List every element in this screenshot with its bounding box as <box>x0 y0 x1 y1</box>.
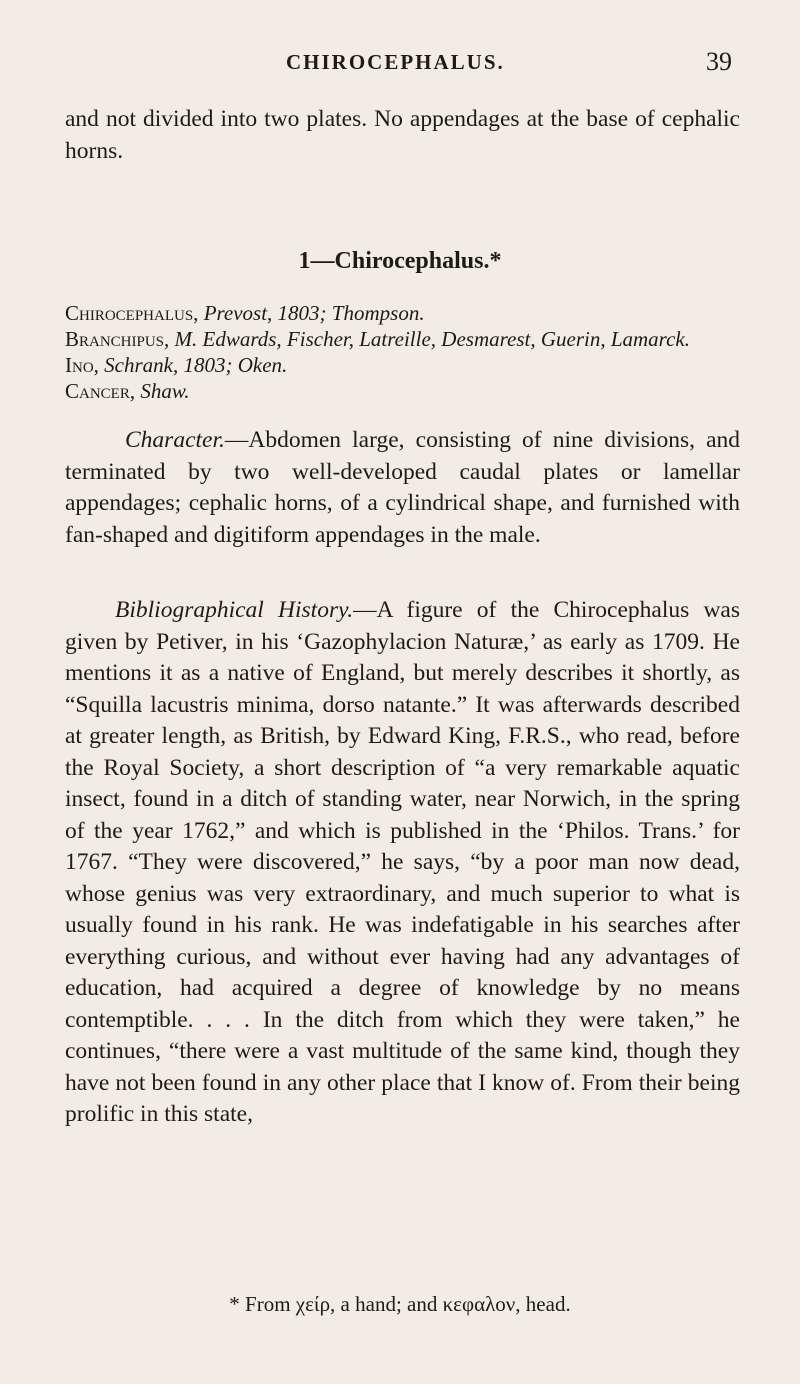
synonym-authors: Schrank, 1803; Oken. <box>104 353 288 377</box>
running-head <box>0 47 800 80</box>
character-paragraph <box>65 425 740 551</box>
synonym-authors: M. Edwards, Fischer, Latreille, Desmarest, Guerin, Lamarck. <box>174 327 690 351</box>
synonym-genus: Ino, <box>65 353 99 377</box>
paragraph-continued: and not divided into two plates. No appendages at the base of cephalic horns. <box>65 106 740 164</box>
page-number: 39 <box>706 47 732 76</box>
synonym-entry <box>65 352 755 378</box>
synonym-entry <box>65 378 755 404</box>
footnote: * From χείρ, a hand; and κεφαλον, head. <box>229 1292 571 1316</box>
section-heading: 1—Chirocephalus.* <box>298 248 502 274</box>
history-text: —A figure of the Chirocephalus was given by Petiver, in his ‘Gazophylacion Naturæ,’ as early as 1709. He mentions it as a native of England, but merely describes it shortly, as “Squilla lacustris minima, dorso natante.” It was afterwards described at greater length, as British, by Edward King, F.R.S., who read, before the Royal Society, a short description of “a very remarkable aquatic insect, found in a ditch of standing water, near Norwich, in the spring of the year 1762,” and which is published in the ‘Philos. Trans.’ for 1767. “They were discovered,” he says, “by a poor man now dead, whose genius was very extraordinary, and much superior to what is usually found in his rank. He was indefatigable in his searches after everything curious, and without ever having had any advantages of education, had acquired a degree of knowledge by no means contemptible. . . . In the ditch from which they were taken,” he continues, “there were a vast multitude of the same kind, though they have not been found in any other place that I know of. From their being prolific in this state, <box>65 597 740 1127</box>
synonym-genus: Branchipus, <box>65 327 170 351</box>
synonym-authors: Shaw. <box>140 379 190 403</box>
history-paragraph <box>65 595 740 1131</box>
synonym-entry <box>65 300 755 326</box>
synonym-genus: Chirocephalus, <box>65 301 199 325</box>
synonym-authors: Prevost, 1803; Thompson. <box>203 301 425 325</box>
character-text: —Abdomen large, consisting of nine divisions, and terminated by two well-developed caudal plates or lamellar appendages; cephalic horns, of a cylindrical shape, and furnished with fan-shaped and digitiform appendages in the male. <box>65 427 740 548</box>
character-lead: Character. <box>125 427 225 453</box>
synonym-genus: Cancer, <box>65 379 136 403</box>
synonym-list <box>65 300 755 404</box>
synonym-entry <box>65 326 755 352</box>
running-title: CHIROCEPHALUS. <box>286 50 505 74</box>
history-lead: Bibliographical History. <box>115 597 354 623</box>
